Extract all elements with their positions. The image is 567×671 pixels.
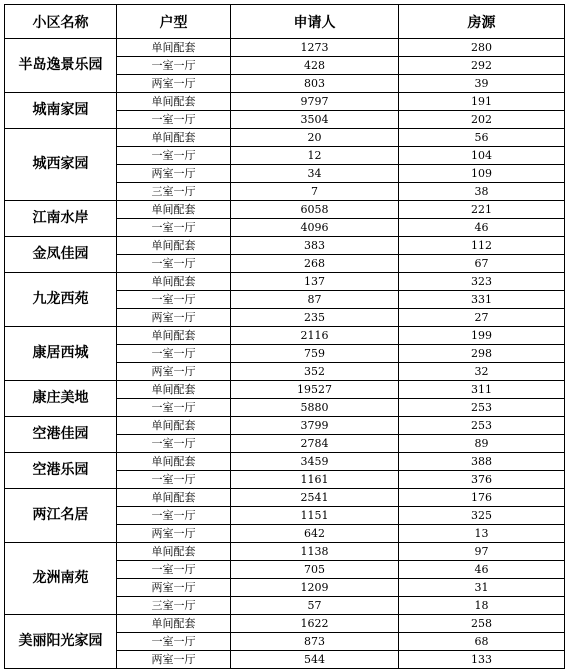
housing-units-cell: 221 — [399, 201, 565, 219]
unit-type-cell: 一室一厅 — [117, 345, 231, 363]
community-name-cell: 金凤佳园 — [5, 237, 117, 273]
header-row — [5, 5, 565, 39]
applicants-cell: 3459 — [231, 453, 399, 471]
unit-type-cell: 单间配套 — [117, 417, 231, 435]
unit-type-cell: 一室一厅 — [117, 147, 231, 165]
applicants-cell: 642 — [231, 525, 399, 543]
applicants-cell: 544 — [231, 651, 399, 669]
community-name-cell: 两江名居 — [5, 489, 117, 543]
housing-table — [4, 4, 565, 669]
unit-type-cell: 一室一厅 — [117, 57, 231, 75]
housing-units-cell: 133 — [399, 651, 565, 669]
unit-type-cell: 两室一厅 — [117, 525, 231, 543]
unit-type-cell: 单间配套 — [117, 327, 231, 345]
applicants-cell: 1209 — [231, 579, 399, 597]
housing-units-cell: 376 — [399, 471, 565, 489]
unit-type-cell: 单间配套 — [117, 93, 231, 111]
unit-type-cell: 一室一厅 — [117, 507, 231, 525]
community-name-cell: 龙洲南苑 — [5, 543, 117, 615]
unit-type-cell: 两室一厅 — [117, 651, 231, 669]
table-row — [5, 417, 565, 435]
community-name-cell: 江南水岸 — [5, 201, 117, 237]
table-body — [5, 39, 565, 669]
housing-units-cell: 199 — [399, 327, 565, 345]
applicants-cell: 4096 — [231, 219, 399, 237]
community-name-cell: 空港乐园 — [5, 453, 117, 489]
unit-type-cell: 一室一厅 — [117, 291, 231, 309]
housing-units-cell: 202 — [399, 111, 565, 129]
community-name-cell: 美丽阳光家园 — [5, 615, 117, 669]
table-row — [5, 129, 565, 147]
header-applicants: 申请人 — [231, 5, 399, 39]
table-row — [5, 93, 565, 111]
header-unit-type: 户型 — [117, 5, 231, 39]
unit-type-cell: 两室一厅 — [117, 309, 231, 327]
unit-type-cell: 两室一厅 — [117, 579, 231, 597]
table-row — [5, 327, 565, 345]
community-name-cell: 康居西城 — [5, 327, 117, 381]
applicants-cell: 2116 — [231, 327, 399, 345]
housing-units-cell: 109 — [399, 165, 565, 183]
housing-units-cell: 56 — [399, 129, 565, 147]
unit-type-cell: 一室一厅 — [117, 399, 231, 417]
applicants-cell: 1273 — [231, 39, 399, 57]
housing-units-cell: 191 — [399, 93, 565, 111]
housing-units-cell: 18 — [399, 597, 565, 615]
unit-type-cell: 单间配套 — [117, 453, 231, 471]
unit-type-cell: 两室一厅 — [117, 363, 231, 381]
housing-units-cell: 388 — [399, 453, 565, 471]
community-name-cell: 半岛逸景乐园 — [5, 39, 117, 93]
applicants-cell: 12 — [231, 147, 399, 165]
unit-type-cell: 单间配套 — [117, 615, 231, 633]
table-row — [5, 273, 565, 291]
housing-units-cell: 46 — [399, 561, 565, 579]
unit-type-cell: 两室一厅 — [117, 75, 231, 93]
housing-units-cell: 38 — [399, 183, 565, 201]
applicants-cell: 235 — [231, 309, 399, 327]
housing-units-cell: 112 — [399, 237, 565, 255]
housing-units-cell: 253 — [399, 417, 565, 435]
applicants-cell: 6058 — [231, 201, 399, 219]
unit-type-cell: 三室一厅 — [117, 183, 231, 201]
applicants-cell: 1622 — [231, 615, 399, 633]
housing-units-cell: 176 — [399, 489, 565, 507]
community-name-cell: 康庄美地 — [5, 381, 117, 417]
housing-units-cell: 39 — [399, 75, 565, 93]
applicants-cell: 705 — [231, 561, 399, 579]
applicants-cell: 268 — [231, 255, 399, 273]
applicants-cell: 137 — [231, 273, 399, 291]
unit-type-cell: 一室一厅 — [117, 219, 231, 237]
table-row — [5, 615, 565, 633]
housing-units-cell: 31 — [399, 579, 565, 597]
housing-units-cell: 325 — [399, 507, 565, 525]
applicants-cell: 19527 — [231, 381, 399, 399]
housing-units-cell: 67 — [399, 255, 565, 273]
unit-type-cell: 两室一厅 — [117, 165, 231, 183]
applicants-cell: 2541 — [231, 489, 399, 507]
community-name-cell: 九龙西苑 — [5, 273, 117, 327]
housing-units-cell: 280 — [399, 39, 565, 57]
applicants-cell: 87 — [231, 291, 399, 309]
community-name-cell: 城南家园 — [5, 93, 117, 129]
applicants-cell: 2784 — [231, 435, 399, 453]
table-row — [5, 453, 565, 471]
unit-type-cell: 单间配套 — [117, 273, 231, 291]
applicants-cell: 3504 — [231, 111, 399, 129]
applicants-cell: 1138 — [231, 543, 399, 561]
table-row — [5, 381, 565, 399]
housing-units-cell: 97 — [399, 543, 565, 561]
housing-units-cell: 27 — [399, 309, 565, 327]
unit-type-cell: 单间配套 — [117, 237, 231, 255]
applicants-cell: 428 — [231, 57, 399, 75]
applicants-cell: 759 — [231, 345, 399, 363]
unit-type-cell: 一室一厅 — [117, 255, 231, 273]
housing-units-cell: 311 — [399, 381, 565, 399]
header-community-name: 小区名称 — [5, 5, 117, 39]
unit-type-cell: 三室一厅 — [117, 597, 231, 615]
unit-type-cell: 一室一厅 — [117, 435, 231, 453]
housing-units-cell: 46 — [399, 219, 565, 237]
unit-type-cell: 一室一厅 — [117, 561, 231, 579]
applicants-cell: 352 — [231, 363, 399, 381]
housing-units-cell: 32 — [399, 363, 565, 381]
unit-type-cell: 一室一厅 — [117, 111, 231, 129]
applicants-cell: 9797 — [231, 93, 399, 111]
housing-units-cell: 89 — [399, 435, 565, 453]
unit-type-cell: 单间配套 — [117, 543, 231, 561]
housing-units-cell: 292 — [399, 57, 565, 75]
unit-type-cell: 一室一厅 — [117, 633, 231, 651]
table-row — [5, 39, 565, 57]
housing-units-cell: 253 — [399, 399, 565, 417]
housing-units-cell: 323 — [399, 273, 565, 291]
applicants-cell: 803 — [231, 75, 399, 93]
applicants-cell: 1161 — [231, 471, 399, 489]
applicants-cell: 57 — [231, 597, 399, 615]
unit-type-cell: 单间配套 — [117, 201, 231, 219]
housing-units-cell: 258 — [399, 615, 565, 633]
unit-type-cell: 单间配套 — [117, 489, 231, 507]
housing-units-cell: 68 — [399, 633, 565, 651]
applicants-cell: 1151 — [231, 507, 399, 525]
applicants-cell: 7 — [231, 183, 399, 201]
unit-type-cell: 单间配套 — [117, 381, 231, 399]
applicants-cell: 20 — [231, 129, 399, 147]
community-name-cell: 空港佳园 — [5, 417, 117, 453]
table-row — [5, 201, 565, 219]
housing-units-cell: 298 — [399, 345, 565, 363]
applicants-cell: 3799 — [231, 417, 399, 435]
table-row — [5, 543, 565, 561]
applicants-cell: 5880 — [231, 399, 399, 417]
unit-type-cell: 单间配套 — [117, 129, 231, 147]
header-housing-units: 房源 — [399, 5, 565, 39]
applicants-cell: 873 — [231, 633, 399, 651]
unit-type-cell: 单间配套 — [117, 39, 231, 57]
housing-units-cell: 331 — [399, 291, 565, 309]
applicants-cell: 34 — [231, 165, 399, 183]
unit-type-cell: 一室一厅 — [117, 471, 231, 489]
housing-units-cell: 13 — [399, 525, 565, 543]
applicants-cell: 383 — [231, 237, 399, 255]
housing-units-cell: 104 — [399, 147, 565, 165]
table-row — [5, 489, 565, 507]
community-name-cell: 城西家园 — [5, 129, 117, 201]
table-row — [5, 237, 565, 255]
